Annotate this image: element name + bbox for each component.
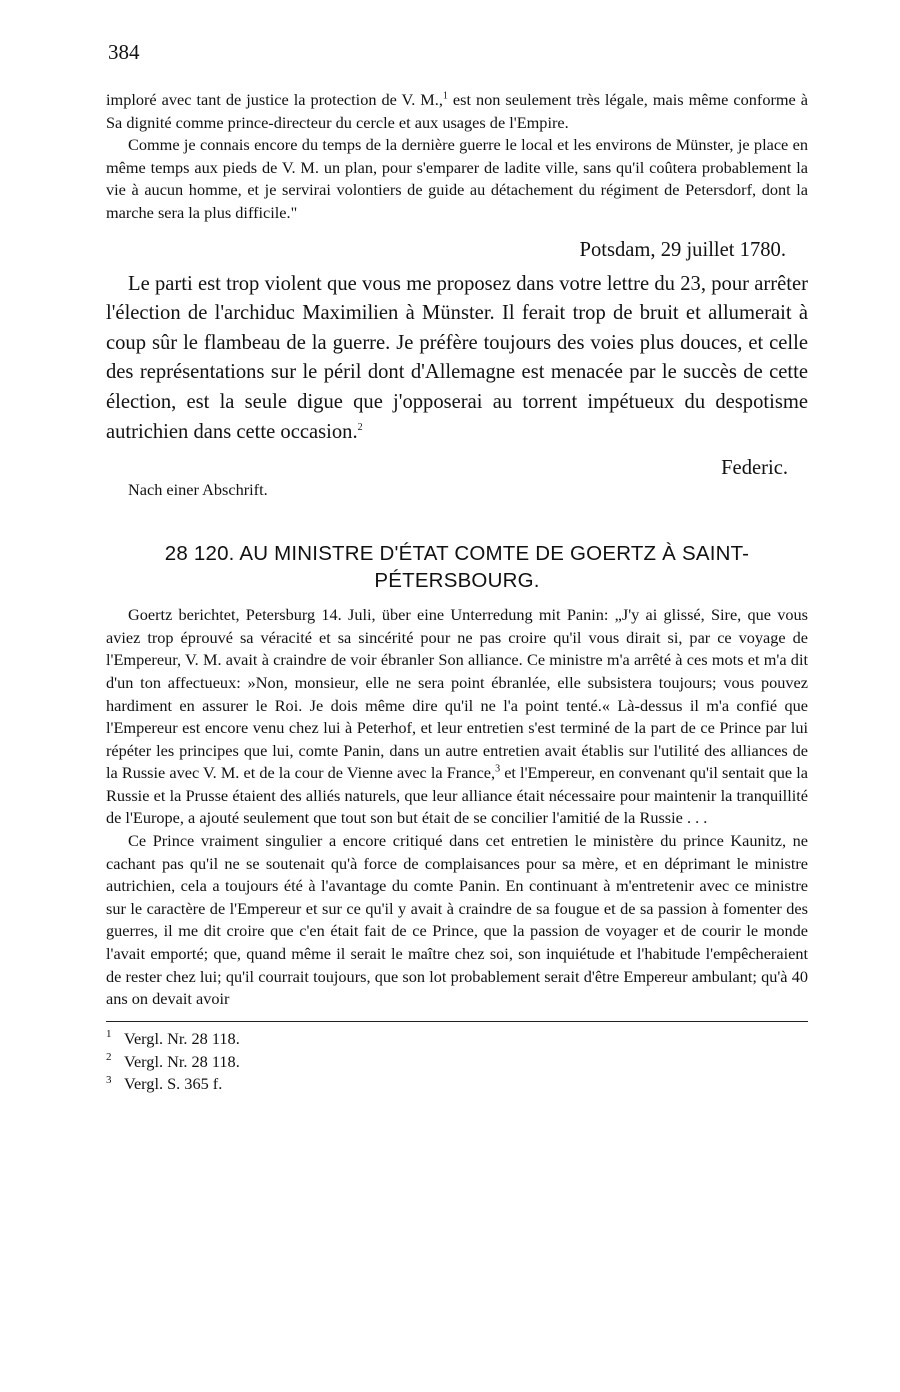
- footnote-2: 2 Vergl. Nr. 28 118.: [106, 1051, 240, 1071]
- letter-body-text: Le parti est trop violent que vous me proposez dans votre lettre du 23, pour arrêter l'élection de l'archiduc Maximilien à Münster. Il ferait trop de bruit et allumerait à coup sûr le flambeau de la guerre. Je préfère toujours des voies plus douces, et celle des représentations sur le péril dont d'Allemagne est menacée par le succès de cette élection, est la seule digue que j'opposerai au torrent impétueux du despotisme autrichien dans cette occasion.: [106, 272, 808, 443]
- section-heading: 28 120. AU MINISTRE D'ÉTAT COMTE DE GOERTZ À SAINT-PÉTERSBOURG.: [164, 542, 750, 593]
- quote-paragraph-2: Comme je connais encore du temps de la dernière guerre le local et les environs de Münster, je place en même temps aux pieds de V. M. un plan, pour s'emparer de ladite ville, sans qu'il coûtera probablement la vie à aucun homme, et je servirai volontiers de guide au détachement du régiment de Petersdorf, dont la marche sera la plus difficile.": [106, 135, 808, 222]
- section-paragraph-1: [106, 604, 808, 830]
- document-page: [106, 40, 808, 1096]
- page-number: 384: [108, 40, 140, 64]
- footnote-ref-3: 3: [495, 763, 501, 775]
- footnote-1: 1 Vergl. Nr. 28 118.: [106, 1028, 240, 1048]
- quote-paragraph-1-text: imploré avec tant de justice la protection de V. M.,: [106, 90, 443, 109]
- footnote-divider: [106, 1021, 808, 1022]
- section-paragraph-2: Ce Prince vraiment singulier a encore critiqué dans cet entretien le ministère du prince Kaunitz, ne cachant pas qu'il ne se soutenait qu'à force de complaisances pour sa mère, et en déprimant le ministre autrichien, cela a toujours été à l'avantage du comte Panin. En continuant à m'entretenir avec ce ministre sur le caractère de l'Empereur et sur ce qu'il y avait à craindre de sa fougue et de sa passion à fomenter des guerres, il me dit croire que c'en était fait de ce Prince, que la passion de voyager et de courir le monde l'avait emporté; que, quand même il serait le maître chez soi, son inquiétude et l'habitude l'empêcheraient de rester chez lui; qu'il courrait toujours, que son lot probablement serait d'être Empereur ambulant; qu'à 40 ans on devait avoir: [106, 831, 808, 1009]
- letter-dateline: Potsdam, 29 juillet 1780.: [579, 238, 786, 261]
- footnote-ref-1: 1: [442, 90, 448, 102]
- quote-paragraph-1-tail: est non seulement très légale, mais même conforme à Sa dignité comme prince-directeur du cercle et aux usages de l'Empire.: [106, 90, 808, 132]
- footnote-2-text: Vergl. Nr. 28 118.: [124, 1051, 240, 1071]
- section-paragraph-1-tail: et l'Empereur, en convenant qu'il sentait que la Russie et la Prusse étaient des alliés naturels, que leur alliance était nécessaire pour maintenir la tranquillité de l'Europe, a ajouté seulement que tout son but était de se concilier l'amitié de la Russie . . .: [106, 763, 809, 828]
- section-paragraph-1-text: Goertz berichtet, Petersburg 14. Juli, über eine Unterredung mit Panin: „J'y ai glissé, Sire, que vous aviez trop éprouvé sa véracité et sa sincérité pour ne pas croire qu'il vous dirait si, par ce voyage de l'Empereur, V. M. avait à craindre de voir ébranler Son alliance. Ce ministre m'a arrêté à ces mots et m'a dit d'un ton affectueux: »Non, monsieur, elle ne sera point ébranlée, elle subsistera toujours; vous pouvez hardiment en assurer le Roi. Je dois même dire qu'il ne l'a point tenté.« Là-dessus il m'a confié que l'Empereur est encore venu chez lui à Peterhof, et leur entretien s'est terminé de la part de ce Prince par lui répéter les principes que lui, comte Panin, dans un autre entretien avait établis sur l'utilité des alliances de la Russie avec V. M. et de la cour de Vienne avec la France,: [106, 605, 808, 783]
- quote-paragraph-1: [106, 89, 808, 134]
- footnote-ref-2: 2: [357, 421, 363, 433]
- footnote-3-text: Vergl. S. 365 f.: [124, 1074, 223, 1094]
- letter-body: [106, 270, 808, 448]
- footnote-1-text: Vergl. Nr. 28 118.: [124, 1028, 240, 1048]
- footnote-3: 3 Vergl. S. 365 f.: [106, 1073, 223, 1094]
- letter-signature: Federic.: [721, 457, 788, 480]
- source-note: Nach einer Abschrift.: [128, 480, 268, 500]
